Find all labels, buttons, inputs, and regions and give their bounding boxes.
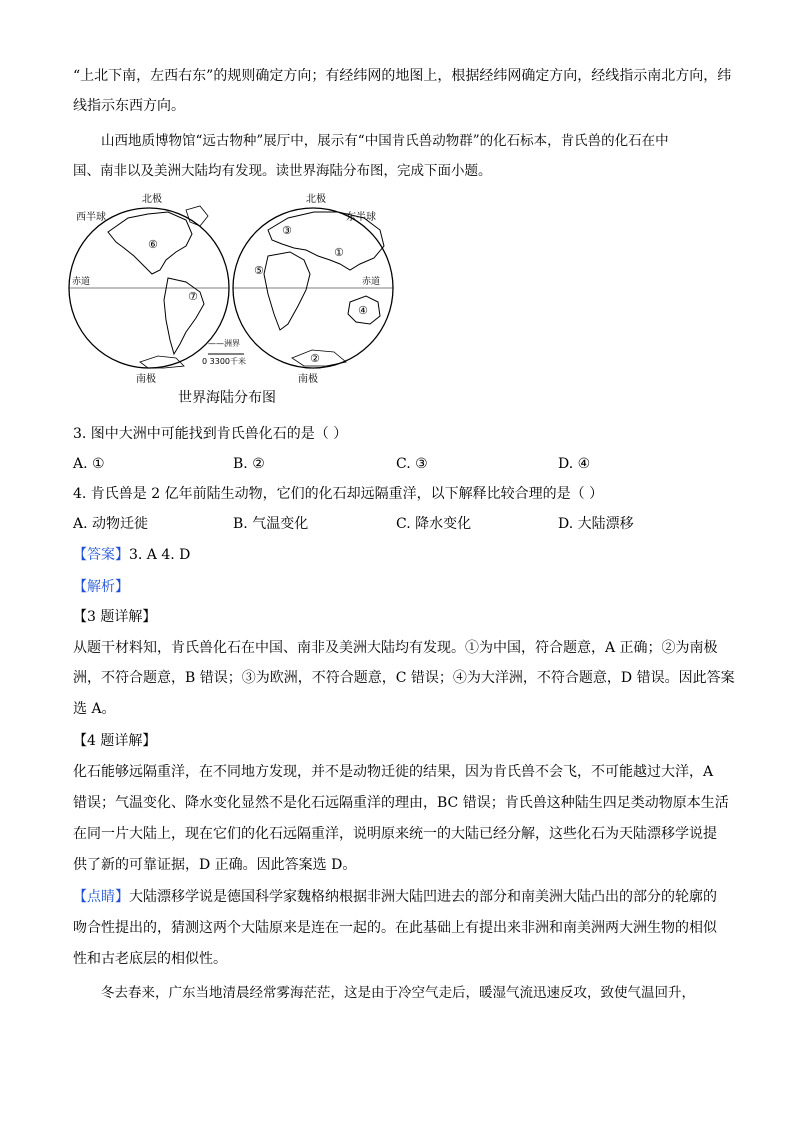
marker-7: ⑦ bbox=[188, 290, 198, 303]
marker-4: ④ bbox=[358, 304, 368, 317]
passage-line-2: 国、南非以及美洲大陆均有发现。读世界海陆分布图，完成下面小题。 bbox=[73, 163, 492, 179]
north-pole-right-label: 北极 bbox=[306, 194, 326, 205]
tip-text-1: 大陆漂移学说是德国科学家魏格纳根据非洲大陆凹进去的部分和南美洲大陆凸出的部分的轮廓的 bbox=[129, 889, 717, 905]
q4-stem: 4. 肯氏兽是 2 亿年前陆生动物，它们的化石却远隔重洋，以下解释比较合理的是（ ） bbox=[73, 486, 604, 502]
marker-1: ① bbox=[334, 246, 344, 259]
map-caption: 世界海陆分布图 bbox=[178, 390, 276, 406]
intro-line-2: 线指示东西方向。 bbox=[73, 98, 185, 114]
detail3-heading: 【3 题详解】 bbox=[73, 609, 157, 625]
detail3-line-2: 洲，不符合题意，B 错误；③为欧洲，不符合题意，C 错误；④为大洋洲，不符合题意，D 错误。因此答案 bbox=[73, 670, 735, 686]
antarctica-west-shape bbox=[140, 356, 184, 368]
world-map-figure bbox=[68, 190, 398, 412]
q3-option-d[interactable]: D. ④ bbox=[558, 456, 591, 472]
answer-label: 【答案】 bbox=[73, 547, 129, 563]
detail4-line-1: 化石能够远隔重洋，在不同地方发现，并不是动物迁徙的结果，因为肯氏兽不会飞，不可能越过大洋，A bbox=[73, 764, 714, 780]
q3-stem: 3. 图中大洲中可能找到肯氏兽化石的是（ ） bbox=[73, 426, 348, 442]
equator-left-label: 赤道 bbox=[72, 277, 91, 287]
tip-label: 【点睛】 bbox=[73, 889, 129, 905]
south-pole-left-label: 南极 bbox=[136, 374, 156, 385]
detail3-line-3: 选 A。 bbox=[73, 701, 116, 717]
legend-scale: 0 3300千米 bbox=[202, 357, 246, 366]
marker-2: ② bbox=[310, 352, 320, 365]
africa-shape bbox=[264, 252, 310, 330]
detail3-line-1: 从题干材料知，肯氏兽化石在中国、南非及美洲大陆均有发现。①为中国，符合题意，A 正确；②为南极 bbox=[73, 640, 718, 656]
north-pole-left-label: 北极 bbox=[142, 194, 162, 205]
legend-boundary: ——洲界 bbox=[208, 339, 240, 348]
next-passage-line-1: 冬去春来，广东当地清晨经常雾海茫茫，这是由于冷空气走后，暖湿气流迅速反攻，致使气温回升， bbox=[101, 985, 695, 1001]
detail4-line-3: 在同一片大陆上，现在它们的化石远隔重洋，说明原来统一的大陆已经分解，这些化石为天陆漂移学说提 bbox=[73, 826, 717, 842]
answer-value: 3. A 4. D bbox=[129, 547, 191, 563]
detail4-heading: 【4 题详解】 bbox=[73, 733, 157, 749]
tip-line-2: 吻合性提出的，猜测这两个大陆原来是连在一起的。在此基础上有提出来非洲和南美洲两大洲生物的相似 bbox=[73, 920, 717, 936]
q4-option-b[interactable]: B. 气温变化 bbox=[233, 516, 309, 532]
marker-3: ③ bbox=[282, 224, 292, 237]
detail4-line-2: 错误；气温变化、降水变化显然不是化石远隔重洋的理由，BC 错误；肯氏兽这种陆生四足类动物原本生活 bbox=[73, 795, 729, 811]
answer-row bbox=[73, 545, 190, 565]
south-america-shape bbox=[164, 278, 204, 354]
q4-option-d[interactable]: D. 大陆漂移 bbox=[558, 516, 634, 532]
greenland-shape bbox=[186, 206, 208, 226]
marker-5: ⑤ bbox=[254, 264, 264, 277]
tip-line-3: 性和古老底层的相似性。 bbox=[73, 951, 227, 967]
q3-option-b[interactable]: B. ② bbox=[233, 456, 265, 472]
west-hemisphere-label: 西半球 bbox=[76, 212, 106, 223]
east-hemisphere-label: 东半球 bbox=[346, 212, 376, 223]
tip-line-1 bbox=[73, 887, 717, 907]
q4-option-c[interactable]: C. 降水变化 bbox=[396, 516, 472, 532]
q3-option-a[interactable]: A. ① bbox=[73, 456, 105, 472]
marker-6: ⑥ bbox=[148, 238, 158, 251]
intro-line-1: “上北下南，左西右东”的规则确定方向；有经纬网的地图上，根据经纬网确定方向，经线指示南北方向，纬 bbox=[73, 68, 732, 84]
q4-option-a[interactable]: A. 动物迁徙 bbox=[73, 516, 149, 532]
analysis-label: 【解析】 bbox=[73, 579, 129, 595]
passage-line-1: 山西地质博物馆“远古物种”展厅中，展示有“中国肯氏兽动物群”的化石标本，肯氏兽的化石在中 bbox=[101, 133, 669, 149]
equator-right-label: 赤道 bbox=[362, 277, 381, 287]
q3-option-c[interactable]: C. ③ bbox=[396, 456, 428, 472]
detail4-line-4: 供了新的可靠证据，D 正确。因此答案选 D。 bbox=[73, 857, 357, 873]
south-pole-right-label: 南极 bbox=[298, 374, 318, 385]
